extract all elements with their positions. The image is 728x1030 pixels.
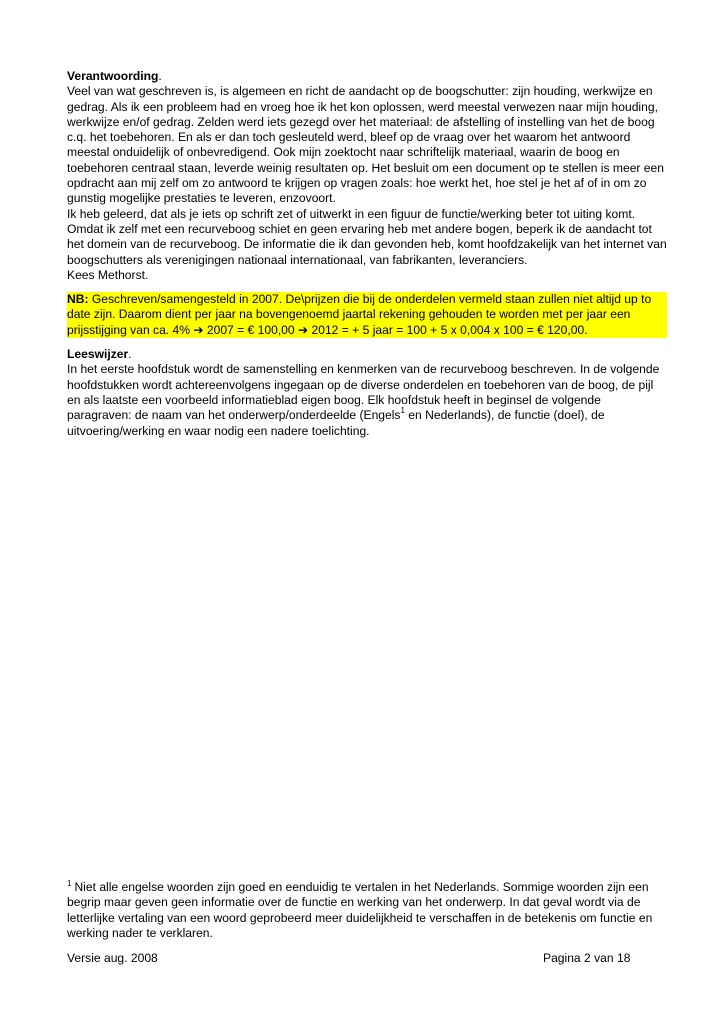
heading-suffix: . — [158, 69, 162, 83]
version-label: Versie aug. 2008 — [67, 951, 158, 965]
leeswijzer-body-2: en Nederlands), de functie (doel), de uitvoering/werking en waar nodig een nadere toelichting. — [67, 408, 605, 438]
verantwoording-line3: Omdat ik zelf met een recurveboog schiet en geen ervaring heb met andere bogen, beperk ik de aandacht tot het domein van de recurveboog. De informatie die ik dan gevonden heb, komt hoofdzakelijk van het internet van boogschutters als verenigingen nationaal internationaal, van fabrikanten, leveranciers. — [67, 221, 667, 267]
leeswijzer-heading: Leeswijzer — [67, 347, 129, 362]
footnote-reference[interactable]: 1 — [400, 406, 405, 416]
verantwoording-heading: Verantwoording — [67, 69, 159, 83]
nb-text-3: 2012 = + 5 jaar = 100 + 5 x 0,004 x 100 = € 120,00. — [308, 322, 588, 337]
leeswijzer-body-1: In het eerste hoofdstuk wordt de samenstelling en kenmerken van de recurveboog beschreven. In de volgende hoofdstukken wordt achtereenvolgens ingegaan op de diverse onderdelen en toebehoren van de boog, de pijl en als laatste een voorbeeld informatieblad eigen boog. Elk hoofdstuk heeft in beginsel de volgende paragraven: de naam van het onderwerp/onderdeelde (Engels — [67, 362, 660, 423]
verantwoording-section — [67, 69, 667, 283]
nb-text-2: 2007 = € 100,00 — [203, 322, 298, 337]
leeswijzer-section — [67, 347, 667, 439]
nb-label: NB: — [67, 292, 89, 307]
verantwoording-line2: Ik heb geleerd, dat als je iets op schrift zet of uitwerkt in een figuur de functie/werking beter tot uiting komt. — [67, 206, 636, 221]
heading-suffix: . — [128, 347, 132, 362]
page-content — [67, 69, 667, 439]
page-number: Pagina 2 van 18 — [543, 951, 631, 965]
nb-text-1: Geschreven/samengesteld in 2007. De\prijzen die bij de onderdelen vermeld staan zullen niet altijd up to date zijn. Daarom dient per jaar na bovengenoemd jaartal rekening gehouden te worden met per jaar een prijsstijging van ca. 4% — [67, 292, 652, 337]
footnote — [67, 880, 667, 942]
footnote-text: Niet alle engelse woorden zijn goed en eenduidig te vertalen in het Nederlands. Sommige woorden zijn een begrip maar geven geen informatie over de functie en werking van het onderwerp. In dat geval wordt via de letterlijke vertaling van een woord geprobeerd meer duidelijkheid te verschaffen in de betekenis om functie en werking nader te verklaren. — [67, 880, 653, 941]
verantwoording-body: Veel van wat geschreven is, is algemeen en richt de aandacht op de boogschutter: zijn houding, werkwijze en gedrag. Als ik een probleem had en vroeg hoe ik het kon oplossen, werd meestal verwezen naar mijn houding, werkwijze en/of gedrag. Zelden werd iets gezegd over het materiaal: de afstelling of instelling van het de boog c.q. het toebehoren. En als er dan toch gesleuteld werd, bleef op de vraag over het waarom het antwoord meestal onduidelijk of onbevredigend. Ook mijn zoektocht naar schriftelijk materiaal, waarin de boog en toebehoren centraal staan, leverde weinig resultaten op. Het besluit om een document op te stellen is meer een opdracht aan mij zelf om zo antwoord te krijgen op vragen zoals: hoe werkt het, hoe stel je het af of in om zo gunstig mogelijke prestaties te leveren, enzovoort. — [67, 84, 664, 206]
arrow-right-icon: ➔ — [193, 322, 204, 337]
author-name: Kees Methorst. — [67, 267, 149, 282]
footnote-mark: 1 — [67, 878, 72, 888]
nb-highlight — [67, 292, 667, 338]
arrow-right-icon: ➔ — [298, 322, 309, 337]
nb-note — [67, 292, 667, 338]
